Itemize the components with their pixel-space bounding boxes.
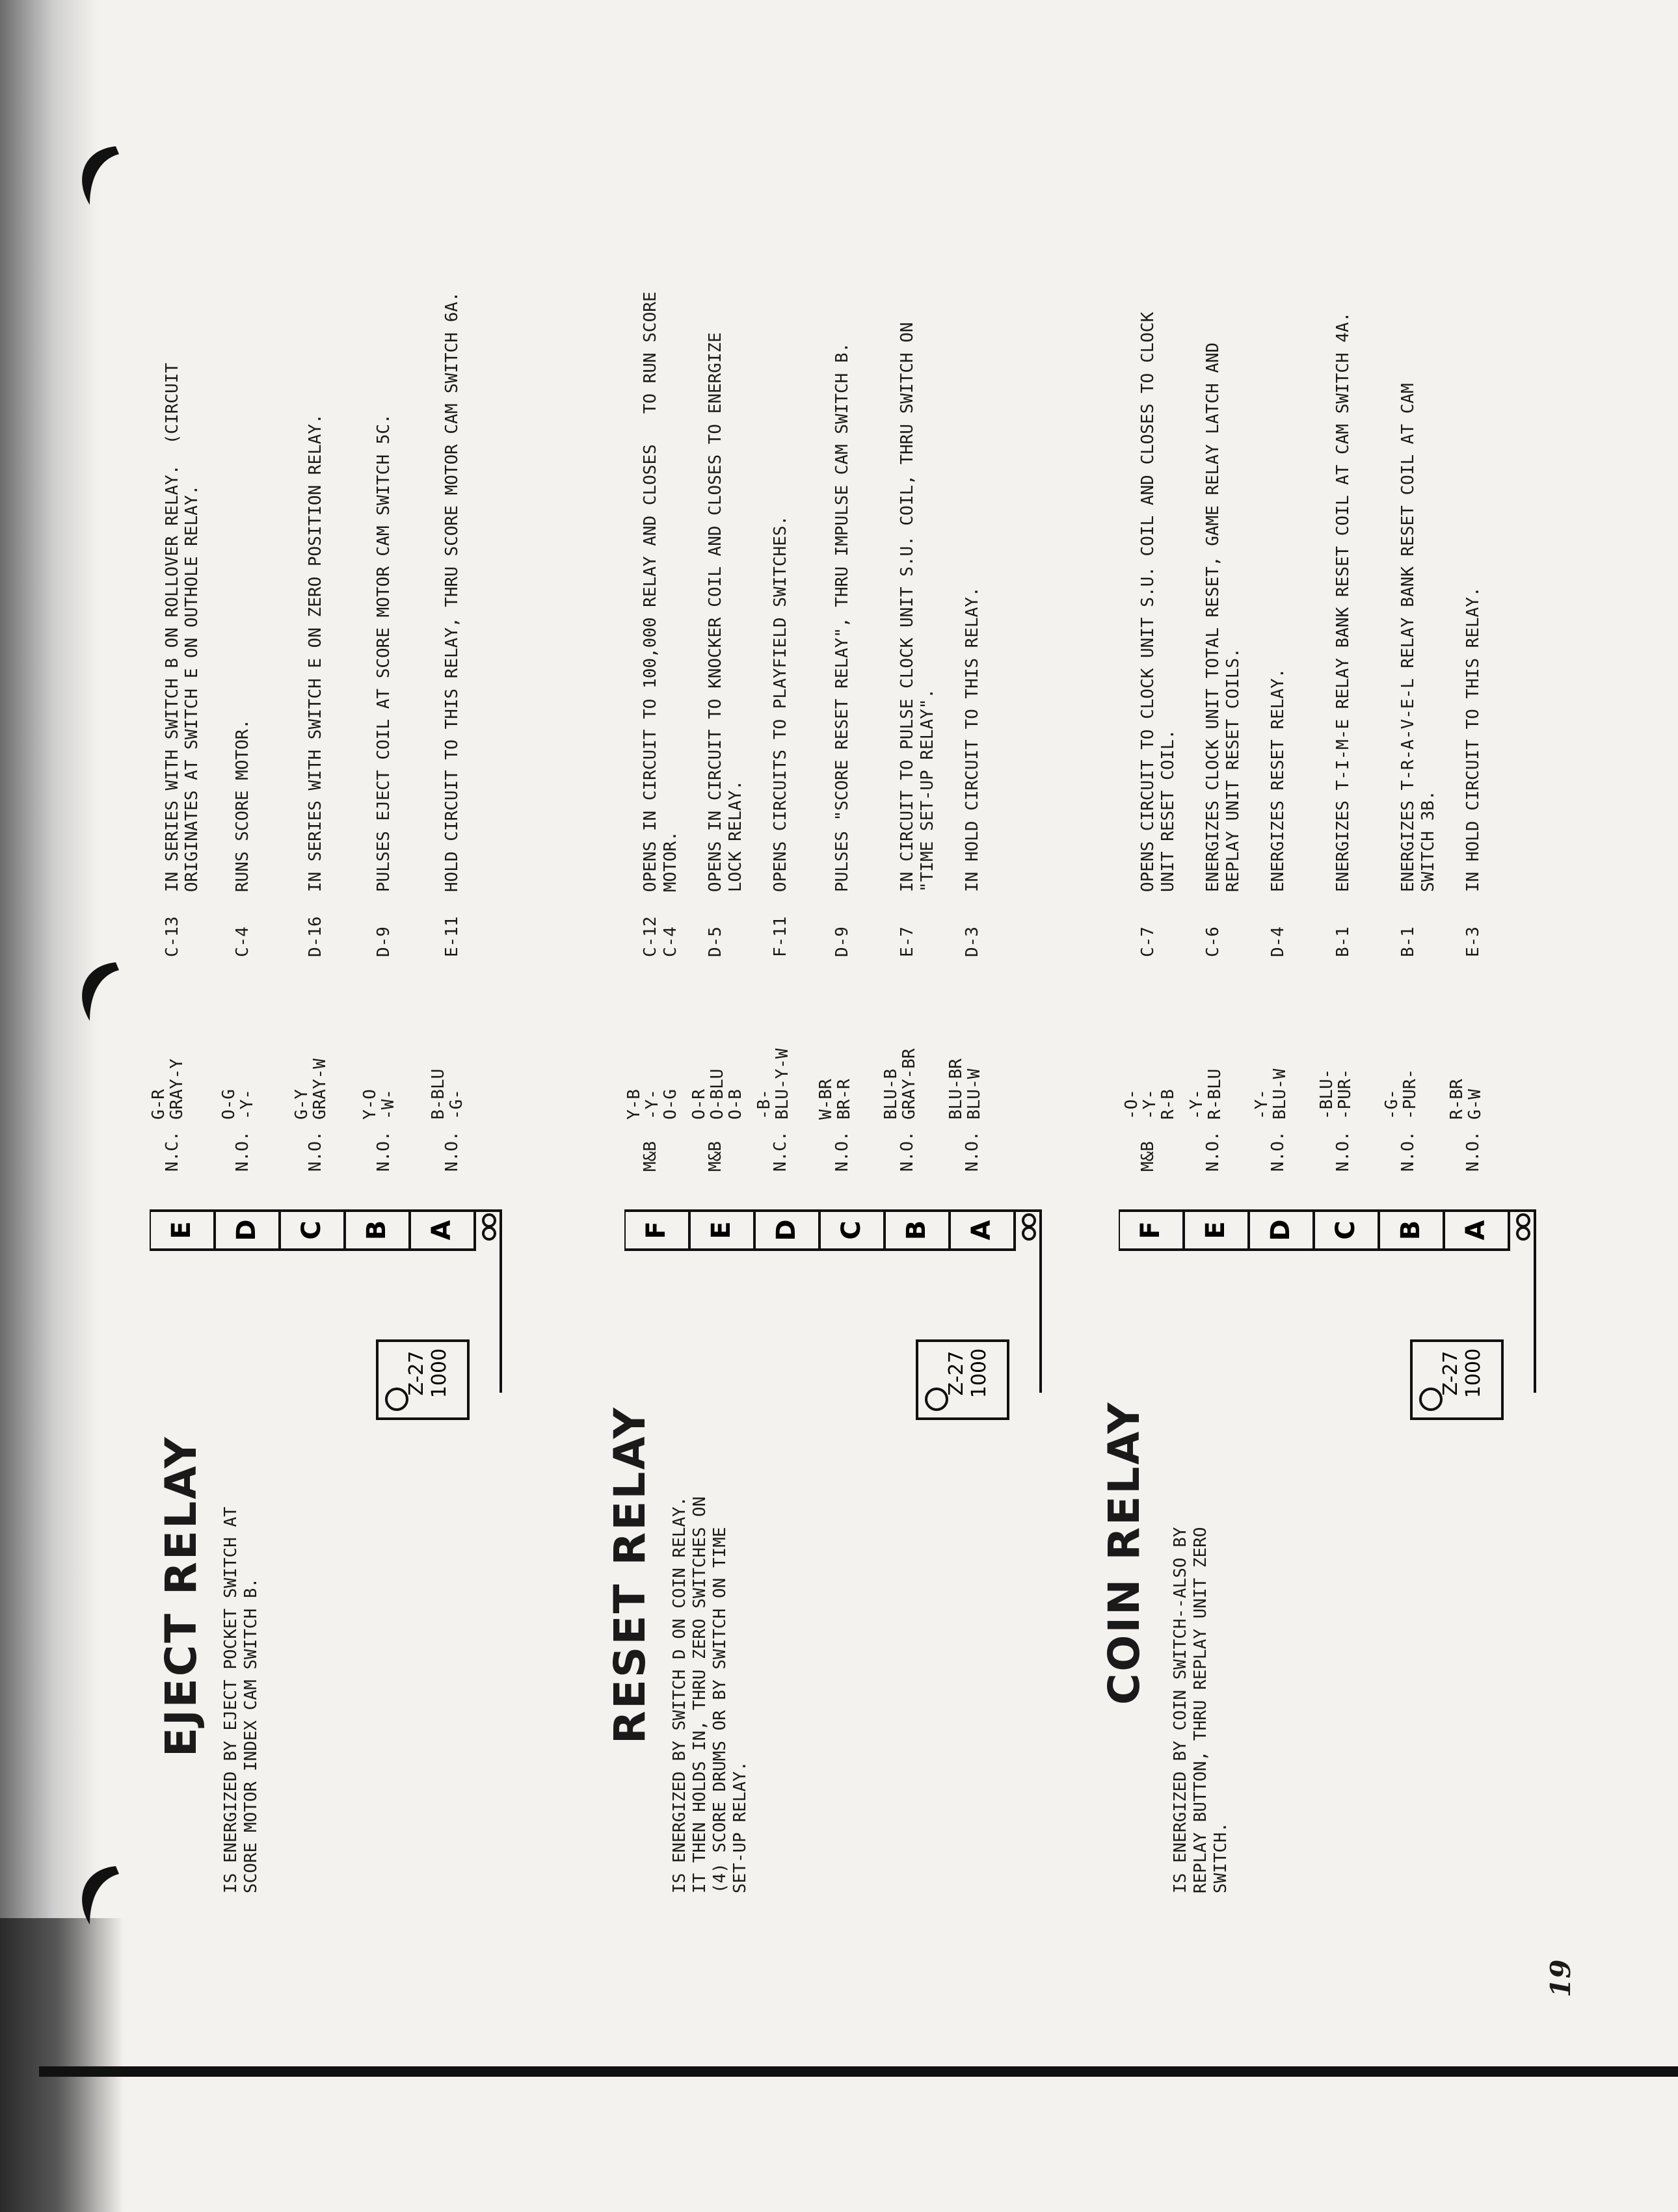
switch-letter: E [1201,1221,1231,1239]
switch-letter: B [362,1220,392,1241]
switch-wires: -Y- R-BLU [1187,1068,1225,1120]
eject-relay-title: EJECT RELAY [156,1435,206,1757]
switch-letter: D [771,1219,801,1241]
switch-letter: B [901,1220,931,1241]
switch-wires: G-Y GRAY-W [292,1059,330,1120]
switch-description: ENERGIZES T-R-A-V-E-L RELAY BANK RESET COIL AT CAM SWITCH 3B. [1398,383,1438,892]
switch-letter: C [836,1220,866,1240]
switch-letter: D [232,1219,261,1241]
switch-letter: A [427,1220,457,1241]
switch-type: N.O. [832,1131,852,1172]
switch-description: IN CIRCUIT TO PULSE CLOCK UNIT S.U. COIL, THRU SWITCH ON "TIME SET-UP RELAY". [898,322,937,892]
switch-ref: F-11 [771,916,790,957]
coin-relay-title: COIN RELAY [1099,1401,1149,1705]
switch-wires: Y-B -Y- O-G [624,1089,680,1120]
eject-relay-energized-text: IS ENERGIZED BY EJECT POCKET SWITCH AT SCORE MOTOR INDEX CAM SWITCH B. [221,1507,261,1893]
switch-wires: W-BR BR-R [816,1079,854,1120]
switch-description: OPENS IN CIRCUIT TO 100,000 RELAY AND CLOSES TO RUN SCORE MOTOR. [641,291,680,892]
switch-wires: BLU-B GRAY-BR [881,1048,919,1120]
switch-wires: G-R GRAY-Y [149,1059,187,1120]
switch-letter: D [1266,1219,1296,1241]
switch-ref: B-1 [1333,927,1353,957]
switch-letter: B [1396,1220,1426,1241]
svg-text:Z-27: Z-27 [1439,1350,1462,1396]
switch-wires: -Y- BLU-W [1252,1068,1290,1120]
reset-relay-title: RESET RELAY [605,1405,655,1744]
switch-ref: D-9 [374,927,393,957]
svg-text:Z-27: Z-27 [405,1350,428,1396]
switch-wires: -BLU- -PUR- [1317,1068,1355,1120]
switch-description: ENERGIZES CLOCK UNIT TOTAL RESET, GAME RELAY LATCH AND REPLAY UNIT RESET COILS. [1203,342,1243,892]
coin-relay-diagram [1119,1198,1548,1445]
switch-ref: E-7 [898,927,917,957]
switch-description: OPENS CIRCUITS TO PLAYFIELD SWITCHES. [771,515,790,892]
page-number: 19 [1545,1959,1577,1997]
switch-letter: A [966,1220,996,1241]
switch-letter: A [1461,1220,1491,1241]
switch-type: N.O. [898,1131,917,1172]
switch-letter: E [706,1221,736,1239]
switch-description: OPENS IN CIRCUIT TO KNOCKER COIL AND CLOSES TO ENERGIZE LOCK RELAY. [706,332,745,892]
switch-wires: BLU-BR BLU-W [946,1059,984,1120]
switch-ref: D-5 [706,927,725,957]
switch-ref: E-11 [442,916,462,957]
switch-type: N.O. [1398,1131,1418,1172]
switch-letter: E [166,1221,196,1239]
switch-type: N.O. [1333,1131,1353,1172]
switch-wires: -O- -Y- R-B [1122,1089,1178,1120]
switch-description: ENERGIZES T-I-M-E RELAY BANK RESET COIL AT CAM SWITCH 4A. [1333,311,1353,892]
switch-wires: -G- -PUR- [1382,1068,1420,1120]
switch-letter: C [1331,1220,1361,1240]
switch-type: M&B [641,1141,660,1172]
switch-ref: C-12 C-4 [641,916,680,957]
svg-text:1000: 1000 [428,1348,451,1399]
switch-type: N.O. [1203,1131,1223,1172]
switch-ref: C-6 [1203,927,1223,957]
switch-wires: -B- BLU-Y-W [754,1048,792,1120]
switch-description: IN HOLD CIRCUIT TO THIS RELAY. [963,586,982,892]
switch-description: IN SERIES WITH SWITCH E ON ZERO POSITION RELAY. [306,414,325,892]
eject-relay-diagram-rows [150,1198,514,1445]
switch-wires: O-G -Y- [219,1089,257,1120]
switch-type: N.O. [374,1131,393,1172]
reset-relay-energized-text: IS ENERGIZED BY SWITCH D ON COIN RELAY. IT THEN HOLDS IN, THRU ZERO SWITCHES ON (4) SCORE DRUMS OR BY SWITCH ON TIME SET-UP RELAY. [670,1496,750,1893]
svg-text:1000: 1000 [968,1348,991,1399]
svg-text:1000: 1000 [1462,1348,1485,1399]
switch-type: N.O. [1268,1131,1288,1172]
switch-ref: C-13 [163,916,182,957]
switch-description: ENERGIZES RESET RELAY. [1268,668,1288,892]
reset-relay-diagram [624,1198,1054,1445]
switch-letter: C [297,1220,326,1240]
switch-type: N.O. [233,1131,252,1172]
switch-type: N.C. [163,1131,182,1172]
switch-description: IN SERIES WITH SWITCH B ON ROLLOVER RELAY. (CIRCUIT ORIGINATES AT SWITCH E ON OUTHOLE RELAY. [163,363,202,892]
switch-type: N.O. [306,1131,325,1172]
switch-type: N.C. [771,1131,790,1172]
switch-type: M&B [1138,1141,1158,1172]
switch-description: IN HOLD CIRCUIT TO THIS RELAY. [1463,586,1483,892]
coin-relay-energized-text: IS ENERGIZED BY COIN SWITCH--ALSO BY REPLAY BUTTON, THRU REPLAY UNIT ZERO SWITCH. [1171,1527,1231,1893]
switch-wires: R-BR G-W [1447,1079,1485,1120]
switch-ref: C-7 [1138,927,1158,957]
switch-wires: O-R O-BLU O-B [689,1068,745,1120]
switch-description: PULSES EJECT COIL AT SCORE MOTOR CAM SWITCH 5C. [374,414,393,892]
switch-letter: F [641,1221,671,1239]
switch-ref: D-3 [963,927,982,957]
switch-wires: Y-O -W- [360,1089,398,1120]
switch-letter: F [1136,1221,1165,1239]
svg-text:Z-27: Z-27 [945,1350,968,1396]
switch-type: N.O. [1463,1131,1483,1172]
switch-type: N.O. [963,1131,982,1172]
switch-wires: B-BLU -G- [429,1068,466,1120]
switch-description: PULSES "SCORE RESET RELAY", THRU IMPULSE CAM SWITCH B. [832,342,852,892]
switch-description: HOLD CIRCUIT TO THIS RELAY, THRU SCORE MOTOR CAM SWITCH 6A. [442,291,462,892]
switch-type: M&B [706,1141,725,1172]
switch-ref: D-16 [306,916,325,957]
switch-description: RUNS SCORE MOTOR. [233,718,252,892]
switch-type: N.O. [442,1131,462,1172]
switch-ref: E-3 [1463,927,1483,957]
switch-ref: B-1 [1398,927,1418,957]
switch-ref: C-4 [233,927,252,957]
switch-ref: D-9 [832,927,852,957]
switch-ref: D-4 [1268,927,1288,957]
switch-description: OPENS CIRCUIT TO CLOCK UNIT S.U. COIL AND CLOSES TO CLOCK UNIT RESET COIL. [1138,311,1178,892]
